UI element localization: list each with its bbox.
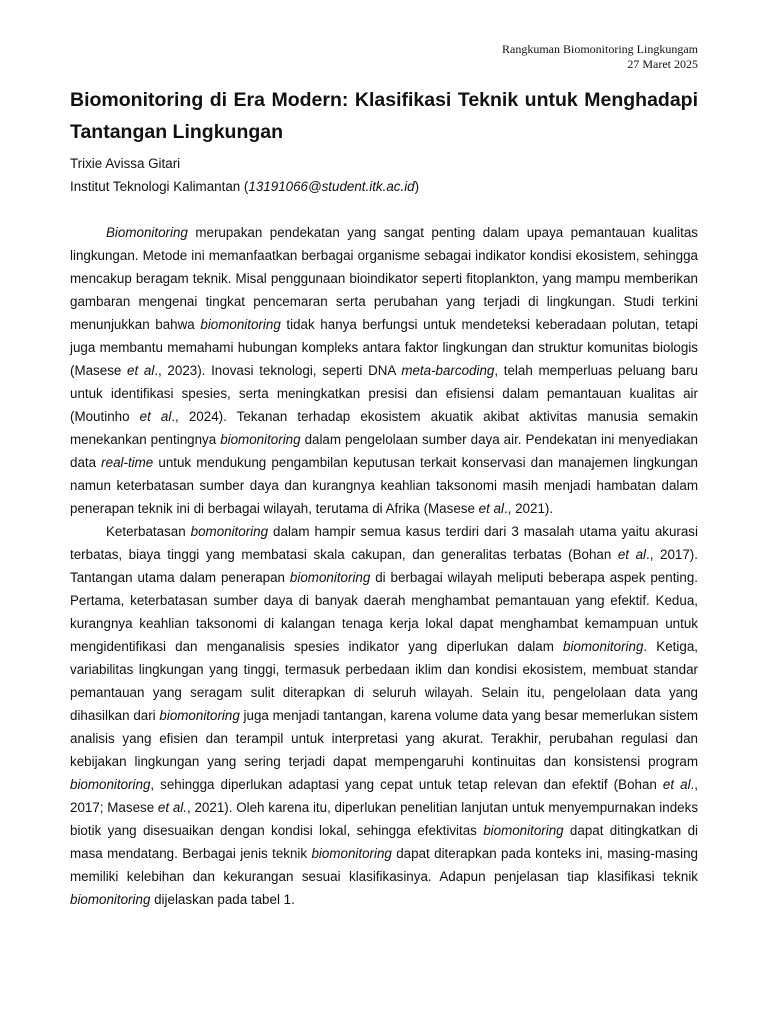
text-run: . Ketiga, variabilitas lingkungan yang tinggi, termasuk perbedaan iklim dan kondisi ekosistem, membuat standar pemantauan yang seragam sulit diterapkan di seluruh wilayah. Selain itu, pengelolaan data yang dihasilkan dari [70, 639, 698, 723]
body-text [70, 221, 698, 911]
document-page [70, 0, 698, 1024]
italic-term: biomonitoring [563, 639, 644, 654]
running-header [502, 42, 698, 72]
author-email: 13191066@student.itk.ac.id [248, 179, 415, 194]
text-run: dapat diterapkan pada konteks ini, masing-masing memiliki kelebihan dan kekurangan sesuai klasifikasinya. Adapun penjelasan tiap klasifikasi teknik [70, 846, 698, 884]
text-run: juga menjadi tantangan, karena volume data yang besar memerlukan sistem analisis yang efisien dan terampil untuk interpretasi yang akurat. Terakhir, perubahan regulasi dan kebijakan lingkungan yang sering terjadi dapat mempengaruhi kontinuitas dan konsistensi program [70, 708, 698, 769]
paragraph-1 [70, 221, 698, 520]
italic-term: meta-barcoding [401, 363, 495, 378]
italic-term: et al [127, 363, 155, 378]
running-title: Rangkuman Biomonitoring Lingkungam [502, 42, 698, 56]
italic-term: biomonitoring [483, 823, 564, 838]
text-run: , telah memperluas peluang baru untuk identifikasi spesies, serta meningkatkan presisi dan efisiensi dalam pemantauan kualitas air (Moutinho [70, 363, 698, 424]
italic-term: et al [617, 547, 647, 562]
text-run: , 2021). Oleh karena itu, diperlukan penelitian lanjutan untuk menyempurnakan indeks biotik yang disesuaikan dengan kondisi lokal, sehingga efektivitas [70, 800, 699, 838]
text-run: dalam hampir semua kasus terdiri dari 3 masalah utama yaitu akurasi terbatas, biaya tinggi yang membatasi skala cakupan, dan generalitas terbatas (Bohan [70, 524, 698, 562]
text-run: merupakan pendekatan yang sangat penting dalam upaya pemantauan kualitas lingkungan. Metode ini memanfaatkan berbagai organisme sebagai indikator kondisi ekosistem, sehingga mencakup beragam teknik. Misal penggunaan bioindikator seperti fitoplankton, yang mampu memberikan gambaran mengenai tingkat pencemaran serta perubahan yang terjadi di lingkungan. Studi terkini menunjukkan bahwa [70, 225, 698, 332]
text-run: dalam pengelolaan sumber daya air. Pendekatan ini menyediakan data [70, 432, 699, 470]
text-run: untuk mendukung pengambilan keputusan terkait konservasi dan manajemen lingkungan namun keterbatasan sumber daya dan kurangnya keahlian taksonomi masih menjadi hambatan dalam penerapan teknik ini di berbagai wilayah, terutama di Afrika (Masese [70, 455, 698, 516]
text-run: ., 2024). Tekanan terhadap ekosistem akuatik akibat aktivitas manusia semakin menekankan pentingnya [70, 409, 699, 447]
italic-term: bomonitoring [190, 524, 269, 539]
text-run: di berbagai wilayah meliputi beberapa aspek penting. Pertama, keterbatasan sumber daya di banyak daerah menghambat pemantauan yang efektif. Kedua, kurangnya keahlian taksonomi di kalangan tenaga kerja lokal dapat menghambat kemampuan untuk mengidentifikasi dan menganalisis spesies indikator yang diperlukan dalam [70, 570, 698, 654]
text-run: , sehingga diperlukan adaptasi yang cepat untuk tetap relevan dan efektif (Bohan [150, 777, 663, 792]
text-run: ., 2017). Tantangan utama dalam penerapan [70, 547, 698, 585]
italic-term: Biomonitoring [106, 225, 188, 240]
text-run: Keterbatasan [106, 524, 191, 539]
italic-term: et al [662, 777, 691, 792]
article-title: Biomonitoring di Era Modern: Klasifikasi Teknik untuk Menghadapi Tantangan Lingkungan [70, 89, 698, 143]
italic-term: biomonitoring [220, 432, 301, 447]
author-affiliation [70, 175, 419, 198]
italic-term: biomonitoring [159, 708, 240, 723]
text-run: ., 2021). [503, 501, 554, 516]
text-run: tidak hanya berfungsi untuk mendeteksi keberadaan polutan, tetapi juga membantu memahami hubungan kompleks antara faktor lingkungan dan struktur komunitas biologis (Masese [70, 317, 698, 378]
italic-term: biomonitoring [70, 777, 151, 792]
author-block [70, 152, 419, 198]
affiliation-text: Institut Teknologi Kalimantan ( [70, 179, 249, 194]
text-run: ., 2023). Inovasi teknologi, seperti DNA [154, 363, 402, 378]
text-run: ., 2017; Masese [70, 777, 698, 815]
italic-term: et al. [157, 800, 187, 815]
affiliation-close: ) [414, 179, 420, 194]
author-name: Trixie Avissa Gitari [70, 156, 181, 171]
italic-term: et al [139, 409, 172, 424]
italic-term: biomonitoring [200, 317, 281, 332]
paragraph-2 [70, 520, 698, 911]
italic-term: biomonitoring [311, 846, 392, 861]
italic-term: real-time [101, 455, 154, 470]
text-run: dijelaskan pada tabel 1. [150, 892, 295, 907]
text-run: dapat ditingkatkan di masa mendatang. Berbagai jenis teknik [70, 823, 698, 861]
italic-term: biomonitoring [70, 892, 151, 907]
italic-term: et al [478, 501, 504, 516]
header-date: 27 Maret 2025 [627, 57, 698, 71]
italic-term: biomonitoring [289, 570, 371, 585]
